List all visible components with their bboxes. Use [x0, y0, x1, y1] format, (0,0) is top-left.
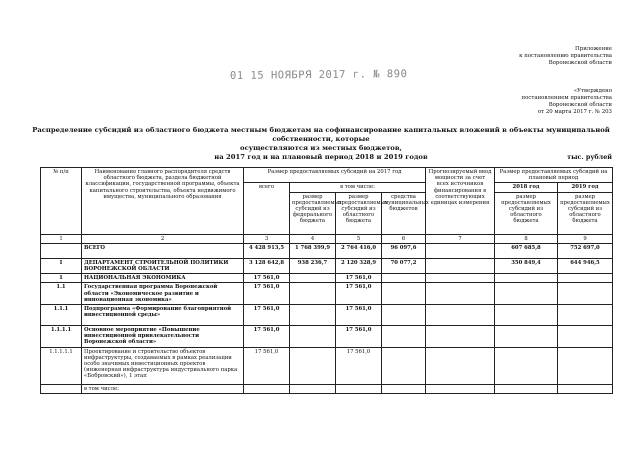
table-cell-total: 17 561,0 [244, 347, 290, 384]
table-row [41, 305, 613, 326]
table-cell-reg: 2 120 328,9 [336, 258, 382, 273]
title-line: осуществляются из местных бюджетов, [240, 144, 402, 152]
column-number-row [41, 234, 613, 243]
header-mun-part: средства муниципальных бюджетов [382, 192, 426, 234]
table-cell-y2018 [495, 274, 558, 283]
table-cell-mun [382, 305, 426, 326]
table-cell-fed [290, 384, 336, 393]
table-cell-num [41, 384, 82, 393]
table-cell-y2018 [495, 283, 558, 305]
header-reg-2018: размер предоставляемых субсидий из областного бюджета [495, 192, 558, 234]
table-cell-y2019 [558, 384, 613, 393]
header-reg-2019: размер предоставляемых субсидий из областного бюджета [558, 192, 613, 234]
table-cell-y2018 [495, 305, 558, 326]
approved-line: постановлением правительства [521, 95, 612, 101]
column-number: 6 [382, 234, 426, 243]
column-number: 2 [82, 234, 244, 243]
approved-line: от 20 марта 2017 г. № 203 [537, 109, 612, 115]
table-cell-mun: 96 097,6 [382, 243, 426, 258]
table-cell-name: ДЕПАРТАМЕНТ СТРОИТЕЛЬНОЙ ПОЛИТИКИ ВОРОНЕЖСКОЙ ОБЛАСТИ [82, 258, 244, 273]
column-number: 1 [41, 234, 82, 243]
approved-line: «Утверждено [573, 88, 612, 94]
document-title [30, 126, 612, 162]
header-total: всего [244, 183, 290, 234]
table-cell-mun [382, 283, 426, 305]
table-cell-cap [426, 347, 495, 384]
annex-block [519, 46, 612, 67]
approved-block [522, 88, 613, 116]
table-cell-cap [426, 326, 495, 348]
table-cell-fed [290, 326, 336, 348]
header-name: Наименование главного распорядителя средств областного бюджета, раздела бюджетной классификации, государственной программы, объекта капитального строительства, объекта недвижимого имущества, муниципального образования [82, 168, 244, 235]
table-cell-num: 1 [41, 274, 82, 283]
annex-line: Воронежской области [548, 60, 612, 66]
table-cell-num: 1.1.1 [41, 305, 82, 326]
table-cell-fed [290, 305, 336, 326]
table-cell-cap [426, 243, 495, 258]
column-number: 4 [290, 234, 336, 243]
column-number: 9 [558, 234, 613, 243]
table-cell-y2019 [558, 347, 613, 384]
table-cell-mun: 70 077,2 [382, 258, 426, 273]
table-cell-y2018: 350 849,4 [495, 258, 558, 273]
column-number: 8 [495, 234, 558, 243]
subsidies-table [40, 167, 613, 394]
table-cell-reg: 17 561,0 [336, 305, 382, 326]
table-row [41, 258, 613, 273]
table-cell-name: ВСЕГО [82, 243, 244, 258]
table-cell-y2019 [558, 283, 613, 305]
header-reg-part: размер предоставляемых субсидий из областного бюджета [336, 192, 382, 234]
table-cell-name: Подпрограмма «Формирование благоприятной инвестиционной среды» [82, 305, 244, 326]
registration-stamp: 01 15 НОЯБРЯ 2017 г. № 890 [229, 68, 408, 82]
header-num: № п/п [41, 168, 82, 235]
table-cell-name: Проектирование и строительство объектов инфраструктуры, создаваемых в рамках реализации особо значимых инвестиционных проектов (инженерная инфраструктура индустриального парка «Бобровский»), 1 этап [82, 347, 244, 384]
table-cell-mun [382, 326, 426, 348]
table-cell-num: 1.1.1.1.1 [41, 347, 82, 384]
table-cell-total: 4 428 913,5 [244, 243, 290, 258]
table-cell-cap [426, 274, 495, 283]
table-cell-name: в том числе: [82, 384, 244, 393]
table-row [41, 274, 613, 283]
table-cell-name: Государственная программа Воронежской области «Экономическое развитие и инновационная экономика» [82, 283, 244, 305]
table-cell-cap [426, 305, 495, 326]
header-size-2017: Размер предоставляемых субсидий на 2017 год [244, 168, 426, 183]
table-cell-total: 3 128 642,8 [244, 258, 290, 273]
table-cell-name: НАЦИОНАЛЬНАЯ ЭКОНОМИКА [82, 274, 244, 283]
column-number: 5 [336, 234, 382, 243]
table-cell-y2018 [495, 347, 558, 384]
table-cell-reg: 17 561,0 [336, 274, 382, 283]
table-cell-y2018 [495, 384, 558, 393]
table-row [41, 347, 613, 384]
title-line: Распределение субсидий из областного бюджета местным бюджетам на софинансирование капитальных вложений в объекты муниципальной собственности, которые [32, 126, 610, 143]
table-row [41, 326, 613, 348]
table-cell-total: 17 561,0 [244, 274, 290, 283]
table-cell-reg: 17 561,0 [336, 283, 382, 305]
header-year-2018: 2018 год [495, 183, 558, 192]
table-cell-reg: 2 764 416,0 [336, 243, 382, 258]
table-cell-total [244, 384, 290, 393]
table-cell-cap [426, 283, 495, 305]
table-cell-total: 17 561,0 [244, 283, 290, 305]
table-cell-fed [290, 274, 336, 283]
table-cell-mun [382, 274, 426, 283]
table-cell-fed [290, 347, 336, 384]
table-cell-reg [336, 384, 382, 393]
table-cell-y2019: 752 697,0 [558, 243, 613, 258]
header-forecast: Прогнозируемый ввод мощности за счет всех источников финансирования в соответствующих единицах измерения [426, 168, 495, 235]
table-cell-y2019: 644 946,5 [558, 258, 613, 273]
units-label: тыс. рублей [567, 153, 612, 161]
table-row [41, 283, 613, 305]
table-cell-name: Основное мероприятие «Повышение инвестиционной привлекательности Воронежской области» [82, 326, 244, 348]
table-cell-y2019 [558, 274, 613, 283]
table-cell-fed: 1 768 399,9 [290, 243, 336, 258]
header-year-2019: 2019 год [558, 183, 613, 192]
column-number: 7 [426, 234, 495, 243]
table-cell-fed: 938 236,7 [290, 258, 336, 273]
table-cell-y2019 [558, 326, 613, 348]
header-fed-part: размер предоставляемых субсидий из федерального бюджета [290, 192, 336, 234]
annex-line: к постановлению правительства [519, 53, 612, 59]
header-incl: в том числе: [290, 183, 426, 192]
table-cell-cap [426, 258, 495, 273]
table-cell-reg: 17 561,0 [336, 326, 382, 348]
table-cell-num [41, 243, 82, 258]
column-number: 3 [244, 234, 290, 243]
table-cell-y2018 [495, 326, 558, 348]
table-cell-num: I [41, 258, 82, 273]
annex-line: Приложение [575, 46, 612, 52]
title-line: на 2017 год и на плановый период 2018 и 2019 годов [214, 153, 428, 161]
approved-line: Воронежской области [548, 102, 612, 108]
table-row [41, 243, 613, 258]
table-cell-fed [290, 283, 336, 305]
table-cell-total: 17 561,0 [244, 305, 290, 326]
table-cell-y2018: 607 685,8 [495, 243, 558, 258]
table-cell-num: 1.1 [41, 283, 82, 305]
table-cell-mun [382, 384, 426, 393]
header-planned: Размер предоставляемых субсидий на плановый период [495, 168, 613, 183]
table-cell-y2019 [558, 305, 613, 326]
table-cell-num: 1.1.1.1 [41, 326, 82, 348]
table-cell-reg: 17 561,0 [336, 347, 382, 384]
table-cell-mun [382, 347, 426, 384]
table-cell-total: 17 561,0 [244, 326, 290, 348]
table-cell-cap [426, 384, 495, 393]
table-row [41, 384, 613, 393]
